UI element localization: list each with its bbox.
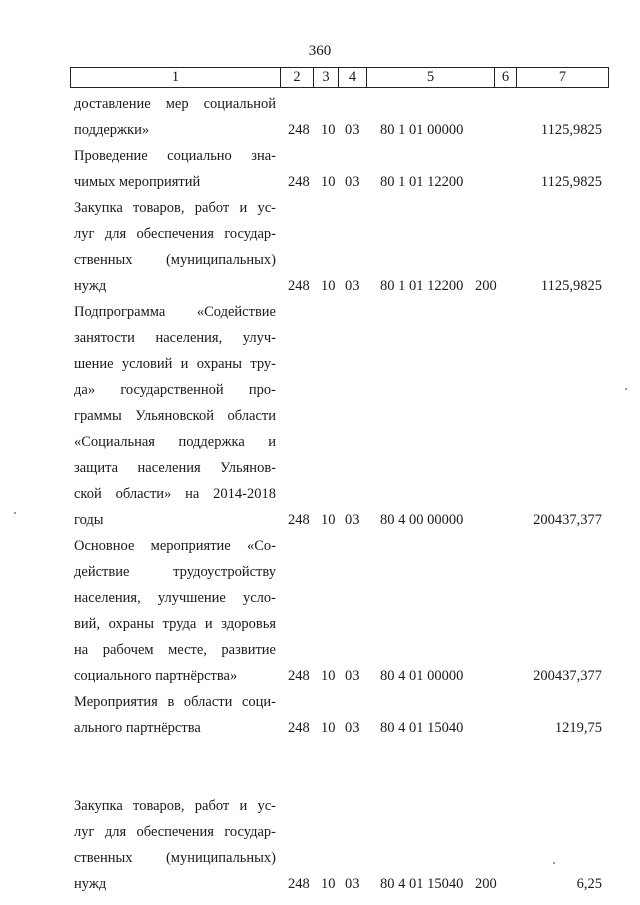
amount: 1125,9825 [540,278,602,294]
chapter-code: 248 [288,278,310,294]
amount: 200437,377 [533,668,602,684]
description-line: годы [74,512,104,528]
expense-type-code: 200 [475,876,497,892]
section-code: 10 [321,122,336,138]
description-line: Основное мероприятие «Со- [74,538,276,554]
table-header [70,67,609,88]
row-description [74,689,276,741]
subsection-code: 03 [345,512,360,528]
chapter-code: 248 [288,720,310,736]
subsection-code: 03 [345,876,360,892]
description-line: Закупка товаров, работ и ус- [74,798,276,814]
subsection-code: 03 [345,122,360,138]
page-number: 360 [308,43,332,59]
description-line: доставление мер социальной [74,96,276,112]
description-line: Мероприятия в области соци- [74,694,276,710]
section-code: 10 [321,174,336,190]
description-line: луг для обеспечения государ- [74,824,276,840]
header-col-6: 6 [495,68,517,88]
description-line: граммы Ульяновской области [74,408,276,424]
target-article-code: 80 4 01 15040 [380,720,464,736]
section-code: 10 [321,720,336,736]
target-article-code: 80 1 01 12200 [380,278,464,294]
row-description [74,793,276,897]
chapter-code: 248 [288,174,310,190]
header-col-4: 4 [339,68,367,88]
header-col-2: 2 [281,68,314,88]
chapter-code: 248 [288,876,310,892]
target-article-code: 80 4 01 00000 [380,668,464,684]
description-line: Закупка товаров, работ и ус- [74,200,276,216]
description-line: «Социальная поддержка и [74,434,276,450]
target-article-code: 80 1 01 00000 [380,122,464,138]
description-line: ального партнёрства [74,720,201,736]
expense-type-code: 200 [475,278,497,294]
description-line: населения, улучшение усло- [74,590,276,606]
description-line: на рабочем месте, развитие [74,642,276,658]
description-line: занятости населения, улуч- [74,330,276,346]
amount: 6,25 [576,876,602,892]
header-col-7: 7 [517,68,609,88]
section-code: 10 [321,512,336,528]
subsection-code: 03 [345,174,360,190]
scan-speck [553,862,555,864]
description-line: Подпрограмма «Содействие [74,304,276,320]
row-description [74,143,276,195]
header-col-5: 5 [367,68,495,88]
amount: 200437,377 [533,512,602,528]
description-line: вий, охраны труда и здоровья [74,616,276,632]
description-line: поддержки» [74,122,150,138]
section-code: 10 [321,278,336,294]
target-article-code: 80 4 01 15040 [380,876,464,892]
description-line: луг для обеспечения государ- [74,226,276,242]
target-article-code: 80 4 00 00000 [380,512,464,528]
row-description [74,91,276,143]
description-line: шение условий и охраны тру- [74,356,276,372]
amount: 1125,9825 [540,122,602,138]
description-line: Проведение социально зна- [74,148,276,164]
section-code: 10 [321,668,336,684]
subsection-code: 03 [345,720,360,736]
description-line: ственных (муниципальных) [74,252,276,268]
subsection-code: 03 [345,278,360,294]
description-line: ской области» на 2014-2018 [74,486,276,502]
header-col-3: 3 [314,68,339,88]
chapter-code: 248 [288,668,310,684]
amount: 1219,75 [554,720,602,736]
chapter-code: 248 [288,512,310,528]
header-col-1: 1 [71,68,281,88]
description-line: защита населения Ульянов- [74,460,276,476]
amount: 1125,9825 [540,174,602,190]
scan-speck [14,512,16,514]
row-description [74,299,276,533]
section-code: 10 [321,876,336,892]
chapter-code: 248 [288,122,310,138]
description-line: ственных (муниципальных) [74,850,276,866]
row-description [74,533,276,689]
description-line: нужд [74,278,107,294]
description-line: социального партнёрства» [74,668,238,684]
description-line: нужд [74,876,107,892]
subsection-code: 03 [345,668,360,684]
description-line: чимых мероприятий [74,174,201,190]
row-description [74,195,276,299]
description-line: да» государственной про- [74,382,276,398]
description-line: действие трудоустройству [74,564,276,580]
scan-speck [625,388,627,390]
target-article-code: 80 1 01 12200 [380,174,464,190]
